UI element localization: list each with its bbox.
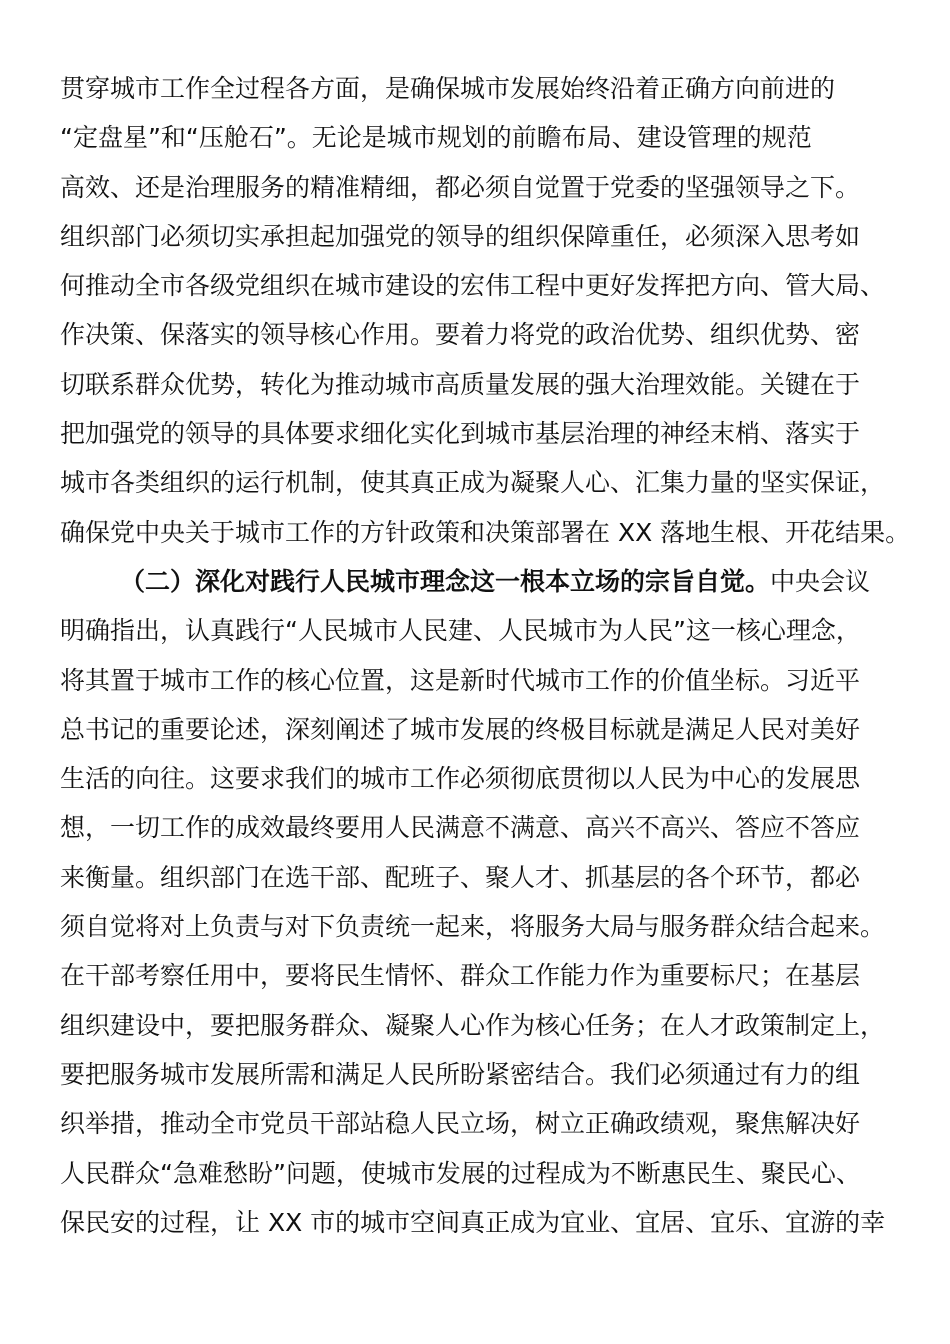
text-line: 贯穿城市工作全过程各方面，是确保城市发展始终沿着正确方向前进的 <box>60 74 836 103</box>
text-line: 人民群众“急难愁盼”问题，使城市发展的过程成为不断惠民生、聚民心、 <box>60 1158 861 1188</box>
text-line: 总书记的重要论述，深刻阐述了城市发展的终极目标就是满足人民对美好 <box>60 714 861 744</box>
text-line: 须自觉将对上负责与对下负责统一起来，将服务大局与服务群众结合起来。 <box>60 912 886 942</box>
text-line: 想，一切工作的成效最终要用人民满意不满意、高兴不高兴、答应不答应 <box>60 813 861 843</box>
text-line: 高效、还是治理服务的精准精细，都必须自觉置于党委的坚强领导之下。 <box>60 172 861 202</box>
text-line: 生活的向往。这要求我们的城市工作必须彻底贯彻以人民为中心的发展思 <box>60 764 861 794</box>
text-line: 来衡量。组织部门在选干部、配班子、聚人才、抓基层的各个环节，都必 <box>60 862 861 892</box>
text-line: 组织建设中，要把服务群众、凝聚人心作为核心任务；在人才政策制定上， <box>60 1010 886 1040</box>
text-line: 把加强党的领导的具体要求细化实化到城市基层治理的神经末梢、落实于 <box>60 419 861 449</box>
paragraph-2 <box>60 557 910 1247</box>
text-line: 何推动全市各级党组织在城市建设的宏伟工程中更好发挥把方向、管大局、 <box>60 271 886 301</box>
text-line: 组织部门必须切实承担起加强党的领导的组织保障重任，必须深入思考如 <box>60 221 861 251</box>
text-line: 织举措，推动全市党员干部站稳人民立场，树立正确政绩观，聚焦解决好 <box>60 1109 861 1139</box>
text-line: 将其置于城市工作的核心位置，这是新时代城市工作的价值坐标。习近平 <box>60 665 861 695</box>
paragraph-2-first-line <box>60 557 910 606</box>
text-line: 确保党中央关于城市工作的方针政策和决策部署在 XX 落地生根、开花结果。 <box>60 517 911 547</box>
text-line: 要把服务城市发展所需和满足人民所盼紧密结合。我们必须通过有力的组 <box>60 1059 861 1089</box>
heading-trailing-text: 中央会议 <box>770 566 871 596</box>
document-body <box>60 64 910 1247</box>
text-line: 切联系群众优势，转化为推动城市高质量发展的强大治理效能。关键在于 <box>60 369 861 399</box>
section-heading: （二）深化对践行人民城市理念这一根本立场的宗旨自觉。 <box>120 566 771 596</box>
paragraph-1 <box>60 64 910 557</box>
text-line: 在干部考察任用中，要将民生情怀、群众工作能力作为重要标尺；在基层 <box>60 961 861 991</box>
text-line: 明确指出，认真践行“人民城市人民建、人民城市为人民”这一核心理念， <box>60 616 861 646</box>
text-line: “定盘星”和“压舱石”。无论是城市规划的前瞻布局、建设管理的规范 <box>60 123 812 153</box>
text-line: 作决策、保落实的领导核心作用。要着力将党的政治优势、组织优势、密 <box>60 320 861 350</box>
text-line: 城市各类组织的运行机制，使其真正成为凝聚人心、汇集力量的坚实保证， <box>60 468 886 498</box>
text-line: 保民安的过程，让 XX 市的城市空间真正成为宜业、宜居、宜乐、宜游的幸 <box>60 1207 886 1237</box>
